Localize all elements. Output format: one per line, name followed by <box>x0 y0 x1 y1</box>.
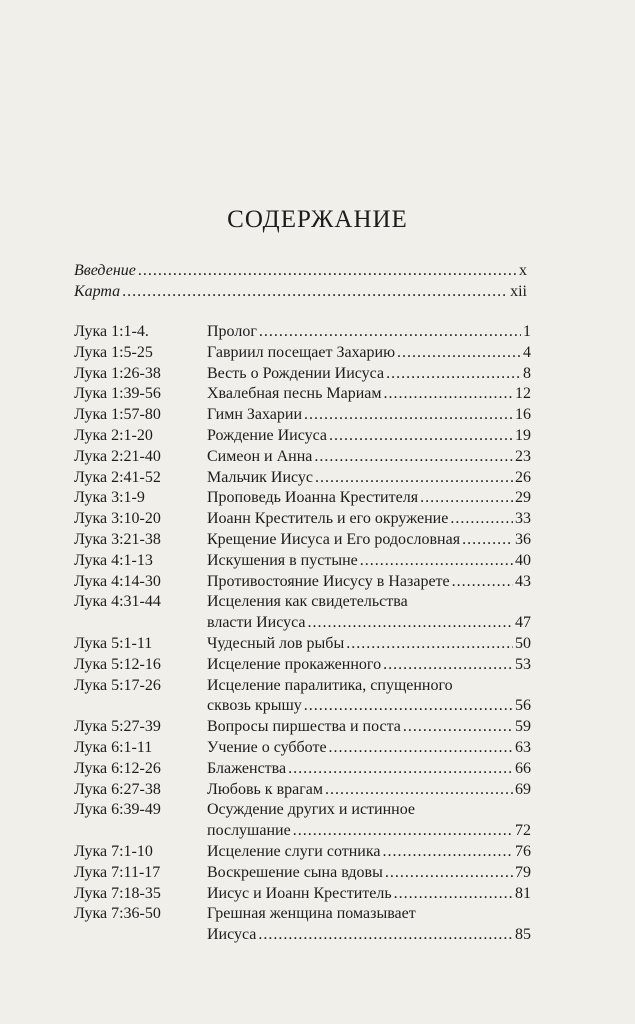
page-number: 79 <box>515 863 531 881</box>
page-number: 29 <box>515 489 531 507</box>
page-title: СОДЕРЖАНИЕ <box>227 206 408 233</box>
entry-title: сквозь крышу <box>207 697 302 715</box>
page-number: 47 <box>515 614 531 632</box>
page-number: 12 <box>515 385 531 403</box>
page-number: 26 <box>515 468 531 486</box>
dot-leader <box>360 550 513 571</box>
entry-title: Иоанн Креститель и его окружение <box>207 510 449 528</box>
toc-entry <box>0 862 635 883</box>
page-number: 76 <box>515 843 531 860</box>
scripture-reference: Лука 1:5-25 <box>74 343 153 361</box>
scripture-reference: Лука 3:21-38 <box>74 531 161 548</box>
dot-leader <box>397 342 521 363</box>
entry-title: Любовь к врагам <box>207 780 324 798</box>
scripture-reference: Лука 7:1-10 <box>74 843 153 860</box>
toc-entry <box>0 404 635 425</box>
entry-title: Блаженства <box>207 759 287 777</box>
page-number: 50 <box>515 635 531 652</box>
entry-title: Рождение Иисуса <box>207 427 328 444</box>
dot-leader <box>385 862 513 883</box>
entry-title: Исцеление паралитика, спущенного <box>207 676 453 694</box>
entry-title: Симеон и Анна <box>207 447 313 465</box>
toc-entry <box>0 508 635 529</box>
entry-title: Вопросы пиршества и поста <box>207 718 401 736</box>
page-number: 69 <box>515 780 531 798</box>
scripture-reference: Лука 3:10-20 <box>74 510 161 528</box>
toc-line <box>207 425 531 446</box>
scripture-reference: Лука 6:1-11 <box>74 739 153 756</box>
dot-leader <box>259 321 521 342</box>
toc-line <box>207 820 531 841</box>
page-number: 19 <box>515 427 531 444</box>
page-number: 36 <box>515 531 531 548</box>
scripture-reference: Лука 4:31-44 <box>74 593 161 611</box>
page-number: 43 <box>515 572 531 590</box>
entry-title: Крещение Иисуса и Его родословная <box>207 531 461 548</box>
toc-line <box>207 446 531 467</box>
entry-title: Учение о субботе <box>207 739 327 756</box>
entry-title: Весть о Рождении Иисуса <box>207 364 385 382</box>
dot-leader <box>138 260 517 281</box>
entry-title: Исцеление прокаженного <box>207 655 382 673</box>
entry-title: Карта <box>74 283 121 300</box>
entry-title: власти Иисуса <box>207 614 306 632</box>
scripture-reference: Лука 7:36-50 <box>74 905 161 923</box>
scripture-reference: Лука 2:21-40 <box>74 447 161 465</box>
toc-line <box>207 695 531 716</box>
toc-entry <box>0 758 635 779</box>
page-number: 53 <box>515 655 531 673</box>
toc-line <box>207 529 531 550</box>
toc-entry <box>0 675 635 717</box>
dot-leader <box>346 633 513 654</box>
scripture-reference: Лука 6:27-38 <box>74 780 161 798</box>
toc-line <box>207 737 531 758</box>
scripture-reference: Лука 6:12-26 <box>74 759 161 777</box>
scripture-reference: Лука 4:1-13 <box>74 551 153 569</box>
page-number: 59 <box>515 718 531 736</box>
toc-entry <box>0 342 635 363</box>
toc-line <box>207 633 531 654</box>
scripture-reference: Лука 2:41-52 <box>74 468 161 486</box>
scripture-reference: Лука 5:1-11 <box>74 635 153 652</box>
toc-line <box>74 260 527 281</box>
toc-entry <box>0 591 635 633</box>
toc-entry <box>0 487 635 508</box>
entry-title: Иисуса <box>207 926 257 944</box>
entry-title: Иисус и Иоанн Креститель <box>207 884 392 902</box>
dot-leader <box>314 446 513 467</box>
dot-leader <box>293 820 513 841</box>
dot-leader <box>329 737 513 758</box>
dot-leader <box>394 883 513 904</box>
page-number: 85 <box>515 926 531 944</box>
entry-title: Грешная женщина помазывает <box>207 905 416 923</box>
scripture-reference: Лука 2:1-20 <box>74 427 153 444</box>
dot-leader <box>308 612 514 633</box>
entry-title: Проповедь Иоанна Крестителя <box>207 489 419 507</box>
scripture-reference: Лука 5:12-16 <box>74 655 161 673</box>
entry-title: Противостояние Иисусу в Назарете <box>207 572 450 590</box>
toc-line <box>74 281 527 302</box>
entry-title: Хвалебная песнь Мариам <box>207 385 382 403</box>
entry-title: Воскрешение сына вдовы <box>207 863 383 881</box>
dot-leader <box>420 487 513 508</box>
dot-leader <box>258 924 513 945</box>
scripture-reference: Лука 7:11-17 <box>74 863 161 881</box>
toc-entry <box>0 383 635 404</box>
dot-leader <box>288 758 513 779</box>
toc-line <box>207 342 531 363</box>
page-number: 40 <box>515 551 531 569</box>
scripture-reference: Лука 6:39-49 <box>74 801 161 819</box>
toc-line <box>207 862 531 883</box>
toc-line <box>207 758 531 779</box>
toc-entry <box>0 883 635 904</box>
dot-leader <box>382 841 513 862</box>
toc-entry <box>0 737 635 758</box>
page-number: 81 <box>515 884 531 902</box>
entry-title: Гимн Захарии <box>207 406 303 424</box>
entry-title: Осуждение других и истинное <box>207 801 416 819</box>
dot-leader <box>304 404 513 425</box>
toc-line <box>207 883 531 904</box>
toc-line <box>207 612 531 633</box>
entry-title: Чудесный лов рыбы <box>207 635 345 652</box>
dot-leader <box>462 529 513 550</box>
toc-line <box>207 779 531 800</box>
page-number: 56 <box>515 697 531 715</box>
page-number: 23 <box>515 447 531 465</box>
toc-entry <box>0 363 635 384</box>
toc-entry <box>0 571 635 592</box>
bleed-through-text <box>60 30 635 280</box>
toc-line <box>207 383 531 404</box>
toc-line <box>207 487 531 508</box>
toc-entry <box>0 799 635 841</box>
scripture-reference: Лука 3:1-9 <box>74 489 145 507</box>
toc-entry <box>0 550 635 571</box>
entry-title: Исцеления как свидетельства <box>207 593 408 611</box>
toc-entry <box>0 425 635 446</box>
dot-leader <box>122 281 508 302</box>
toc-line <box>207 550 531 571</box>
page-number: x <box>519 262 527 279</box>
toc-entry <box>0 779 635 800</box>
dot-leader <box>315 467 513 488</box>
toc-line <box>207 841 531 862</box>
dot-leader <box>325 779 513 800</box>
entry-title: послушание <box>207 822 291 840</box>
toc-entry <box>0 633 635 654</box>
page-number: 8 <box>523 364 531 382</box>
toc-line <box>207 363 531 384</box>
toc-line <box>207 571 531 592</box>
toc-entry <box>0 446 635 467</box>
entry-title: Исцеление слуги сотника <box>207 843 381 860</box>
toc-line <box>207 924 531 945</box>
toc-entry <box>0 716 635 737</box>
page-number: 33 <box>515 510 531 528</box>
dot-leader <box>450 508 513 529</box>
toc-entry <box>0 467 635 488</box>
page-number: xii <box>510 283 527 300</box>
page-number: 1 <box>523 323 531 340</box>
scripture-reference: Лука 1:26-38 <box>74 364 161 382</box>
dot-leader <box>304 695 513 716</box>
toc-line <box>207 467 531 488</box>
toc-entry <box>0 654 635 675</box>
page-number: 66 <box>515 759 531 777</box>
scripture-reference: Лука 7:18-35 <box>74 884 161 902</box>
toc-entry <box>0 529 635 550</box>
entry-title: Мальчик Иисус <box>207 468 314 486</box>
dot-leader <box>403 716 513 737</box>
scripture-reference: Лука 1:39-56 <box>74 385 161 403</box>
dot-leader <box>383 654 513 675</box>
page-number: 63 <box>515 739 531 756</box>
toc-line <box>207 716 531 737</box>
toc-entry <box>0 903 635 945</box>
toc-line <box>207 508 531 529</box>
entry-title: Введение <box>74 262 136 279</box>
scripture-reference: Лука 4:14-30 <box>74 572 161 590</box>
scripture-reference: Лука 5:17-26 <box>74 676 161 694</box>
page-number: 16 <box>515 406 531 424</box>
page-number: 72 <box>515 822 531 840</box>
toc-entry <box>0 321 635 342</box>
toc-line <box>207 654 531 675</box>
scripture-reference: Лука 5:27-39 <box>74 718 161 736</box>
dot-leader <box>386 363 521 384</box>
toc-line <box>207 321 531 342</box>
entry-title: Искушения в пустыне <box>207 551 358 569</box>
dot-leader <box>329 425 513 446</box>
toc-entry <box>0 841 635 862</box>
dot-leader <box>452 571 513 592</box>
page-number: 4 <box>523 343 531 361</box>
scripture-reference: Лука 1:57-80 <box>74 406 161 424</box>
entry-title: Гавриил посещает Захарию <box>207 343 396 361</box>
scripture-reference: Лука 1:1-4. <box>74 323 149 340</box>
dot-leader <box>384 383 513 404</box>
entry-title: Пролог <box>207 323 257 340</box>
toc-line <box>207 404 531 425</box>
